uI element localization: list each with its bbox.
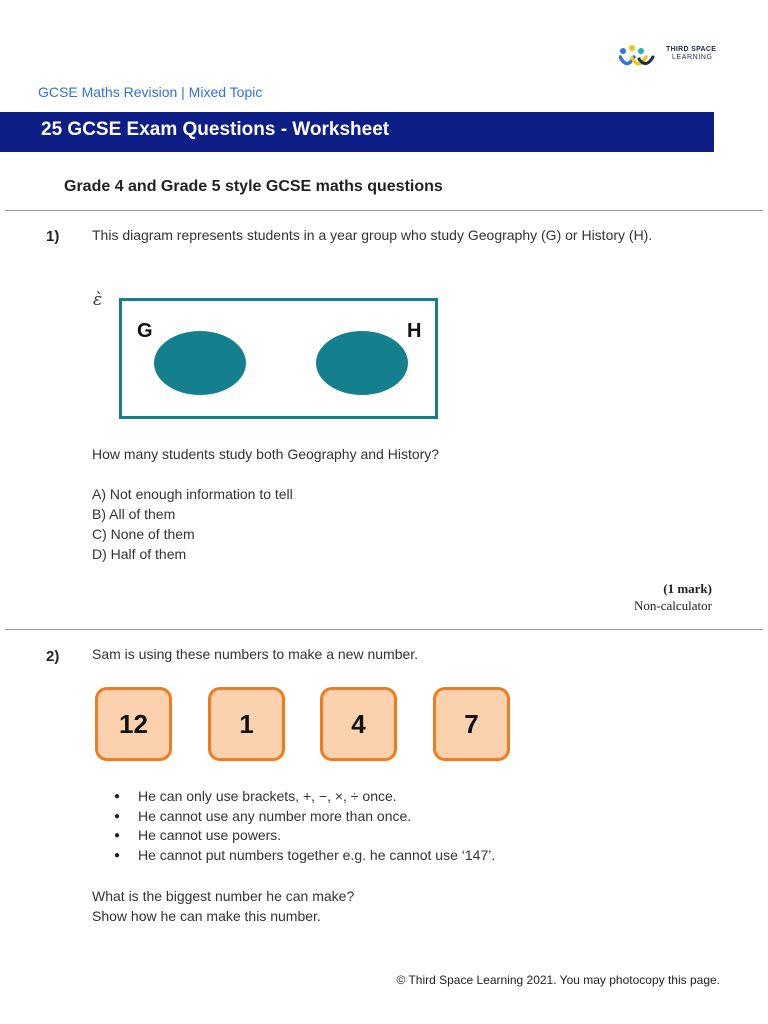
question-number: 2) — [46, 648, 60, 665]
question-number: 1) — [46, 228, 60, 245]
topic-breadcrumb[interactable]: GCSE Maths Revision | Mixed Topic — [38, 84, 263, 100]
venn-label-history: H — [407, 320, 422, 342]
question-prompt: How many students study both Geography and History? — [92, 446, 440, 462]
list-item: ● He cannot use powers. — [114, 826, 495, 846]
list-item: ● He cannot put numbers together e.g. he cannot use ‘147’. — [114, 846, 495, 866]
venn-label-geography: G — [137, 320, 153, 342]
venn-circle-history — [316, 331, 408, 395]
copyright-footer: © Third Space Learning 2021. You may photocopy this page. — [396, 973, 720, 987]
page-title: 25 GCSE Exam Questions - Worksheet — [41, 119, 390, 140]
divider — [5, 629, 763, 630]
calculator-label: Non-calculator — [634, 598, 712, 613]
number-card: 12 — [95, 687, 172, 761]
list-item: ● He cannot use any number more than once. — [114, 807, 495, 827]
marks-label: (1 mark) — [663, 581, 712, 596]
question-text: Sam is using these numbers to make a new number. — [92, 646, 419, 662]
venn-circle-geography — [154, 331, 246, 395]
answer-option: C) None of them — [92, 526, 195, 542]
question-text: This diagram represents students in a year group who study Geography (G) or History (H). — [92, 227, 653, 243]
question-prompt: Show how he can make this number. — [92, 908, 321, 924]
grade-heading: Grade 4 and Grade 5 style GCSE maths questions — [64, 178, 443, 195]
answer-option: D) Half of them — [92, 546, 187, 562]
number-card: 7 — [433, 687, 510, 761]
answer-option: B) All of them — [92, 506, 176, 522]
divider — [5, 210, 763, 211]
number-card: 4 — [320, 687, 397, 761]
list-item: ● He can only use brackets, +, −, ×, ÷ once. — [114, 787, 495, 807]
logo-wordmark: THIRD SPACE LEARNING — [666, 46, 717, 61]
universal-set-symbol: ὲ — [93, 290, 103, 310]
number-card: 1 — [208, 687, 285, 761]
question-prompt: What is the biggest number he can make? — [92, 888, 355, 904]
answer-option: A) Not enough information to tell — [92, 486, 293, 502]
rules-list — [114, 787, 495, 865]
